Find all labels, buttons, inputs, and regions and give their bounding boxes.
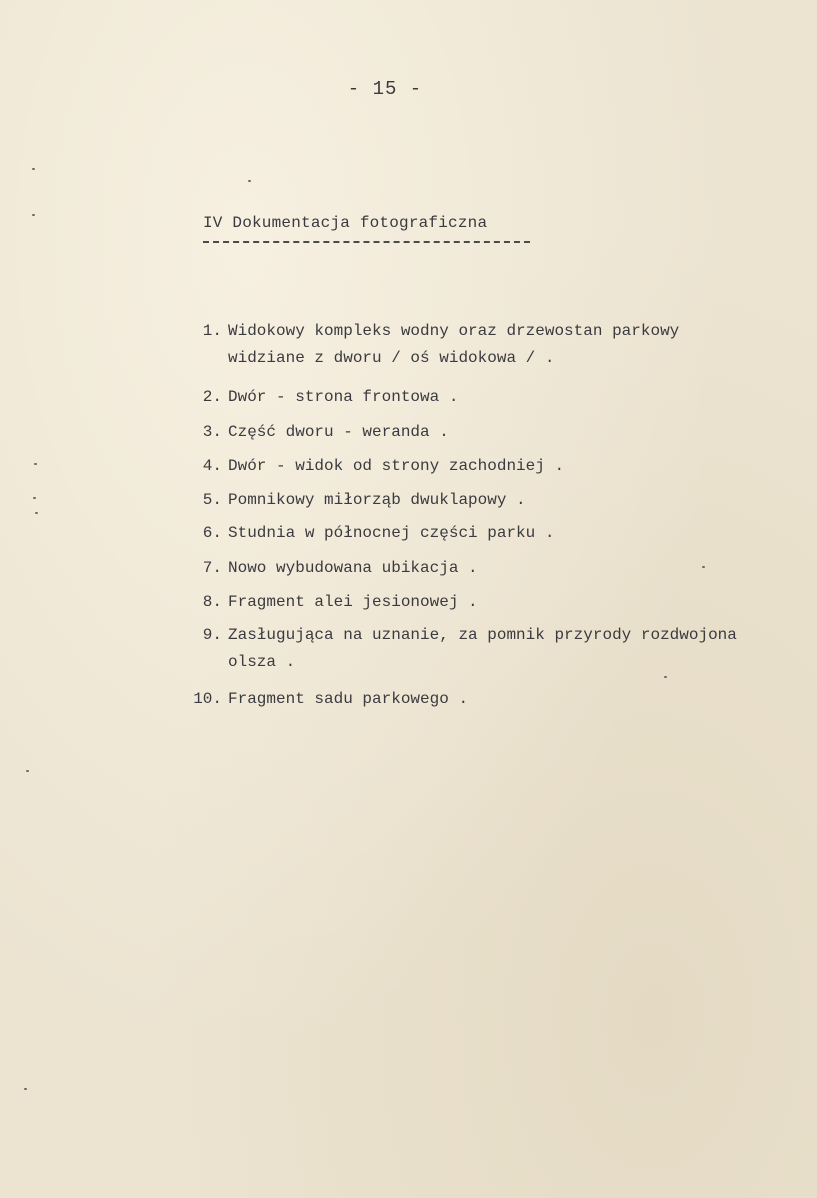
item-text-continuation: widziane z dworu / oś widokowa / . [228, 349, 555, 367]
item-number: 9. [202, 626, 222, 644]
item-text: Nowo wybudowana ubikacja . [228, 559, 478, 577]
item-text: Zasługująca na uznanie, za pomnik przyrody rozdwojona [228, 626, 737, 644]
scan-speck [35, 512, 38, 514]
list-item [190, 487, 526, 514]
list-item [190, 419, 449, 446]
item-number: 5. [202, 491, 222, 509]
list-item [190, 318, 679, 372]
list-item [190, 453, 564, 480]
item-text: Studnia w północnej części parku . [228, 524, 555, 542]
scan-speck [24, 1088, 27, 1090]
scan-speck [34, 463, 37, 465]
scan-speck [32, 214, 35, 216]
item-text: Fragment sadu parkowego . [228, 690, 469, 708]
scan-speck [702, 566, 705, 568]
scan-speck [248, 180, 251, 182]
item-text: Dwór - strona frontowa . [228, 388, 459, 406]
list-item [190, 686, 468, 713]
list-item [190, 384, 458, 411]
item-text: Pomnikowy miłorząb dwuklapowy . [228, 491, 526, 509]
item-text: Dwór - widok od strony zachodniej . [228, 457, 565, 475]
title-underline [203, 241, 530, 243]
scan-speck [32, 168, 35, 170]
item-number: 10. [193, 690, 222, 708]
list-item [190, 622, 737, 676]
scan-speck [26, 770, 29, 772]
item-text-continuation: olsza . [228, 653, 296, 671]
item-number: 2. [202, 388, 222, 406]
scan-speck [33, 497, 36, 499]
item-number: 6. [202, 524, 222, 542]
list-item [190, 589, 478, 616]
item-text: Część dworu - weranda . [228, 423, 449, 441]
item-number: 3. [202, 423, 222, 441]
list-item [190, 520, 554, 547]
page-number: - 15 - [347, 78, 423, 100]
item-number: 8. [202, 593, 222, 611]
item-number: 7. [202, 559, 222, 577]
item-text: Fragment alei jesionowej . [228, 593, 478, 611]
scan-speck [664, 676, 667, 678]
item-number: 4. [202, 457, 222, 475]
item-text: Widokowy kompleks wodny oraz drzewostan parkowy [228, 322, 680, 340]
list-item [190, 555, 478, 582]
item-number: 1. [202, 322, 222, 340]
section-title: IV Dokumentacja fotograficzna [203, 214, 488, 232]
